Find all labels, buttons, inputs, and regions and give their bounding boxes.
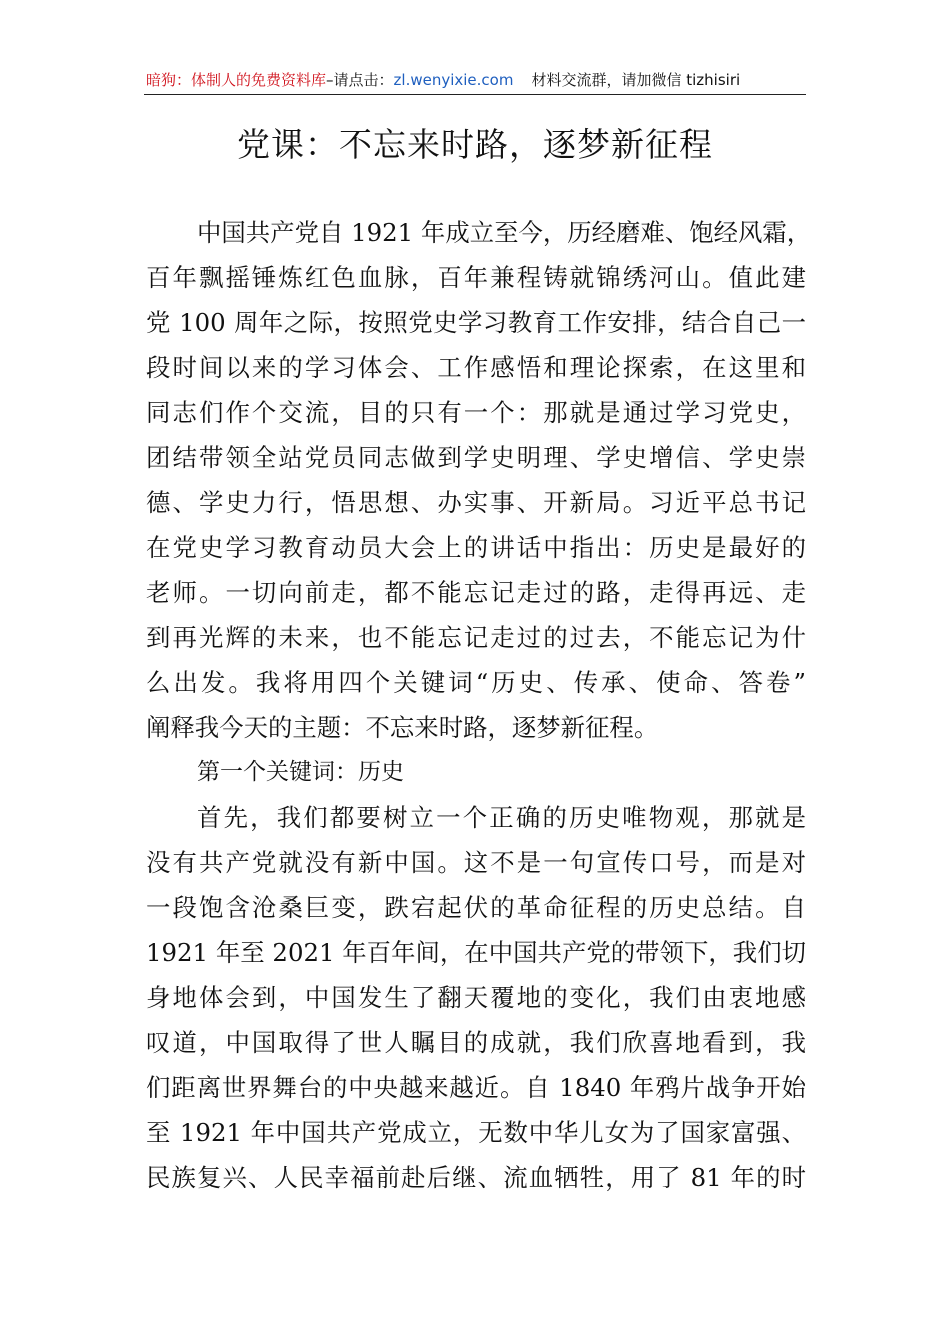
paragraph-line: 阐释我今天的主题：不忘来时路，逐梦新征程。 xyxy=(146,713,659,742)
paragraph-line: 中国共产党自 1921 年成立至今，历经磨难、饱经风霜， xyxy=(197,218,812,247)
header-contact-note: 材料交流群，请加微信 tizhisiri xyxy=(531,71,741,89)
paragraph-line: 叹道，中国取得了世人瞩目的成就，我们欣喜地看到，我 xyxy=(146,1028,806,1057)
paragraph-line: 党 100 周年之际，按照党史学习教育工作安排，结合自己一 xyxy=(146,308,806,337)
paragraph-line: 么出发。我将用四个关键词“历史、传承、使命、答卷” xyxy=(146,668,806,697)
page-header xyxy=(146,68,806,92)
document-body xyxy=(146,210,812,1200)
header-site-name: 暗狗：体制人的免费资料库 xyxy=(146,71,327,89)
header-url-link[interactable]: zl.wenyixie.com xyxy=(393,71,514,89)
paragraph-line: 1921 年至 2021 年百年间，在中国共产党的带领下，我们切 xyxy=(146,938,806,967)
paragraph-line: 没有共产党就没有新中国。这不是一句宣传口号，而是对 xyxy=(146,848,806,877)
paragraph-line: 团结带领全站党员同志做到学史明理、学史增信、学史崇 xyxy=(146,443,806,472)
section-heading: 第一个关键词：历史 xyxy=(197,759,404,785)
paragraph-line: 同志们作个交流，目的只有一个：那就是通过学习党史， xyxy=(146,398,806,427)
paragraph-line: 至 1921 年中国共产党成立，无数中华儿女为了国家富强、 xyxy=(146,1118,806,1147)
header-divider xyxy=(144,94,806,95)
paragraph-line: 身地体会到，中国发生了翻天覆地的变化，我们由衷地感 xyxy=(146,983,806,1012)
paragraph-line: 们距离世界舞台的中央越来越近。自 1840 年鸦片战争开始 xyxy=(146,1073,806,1102)
paragraph-line: 民族复兴、人民幸福前赴后继、流血牺牲，用了 81 年的时 xyxy=(146,1163,806,1192)
paragraph-line: 一段饱含沧桑巨变，跌宕起伏的革命征程的历史总结。自 xyxy=(146,893,806,922)
paragraph-line: 首先，我们都要树立一个正确的历史唯物观，那就是 xyxy=(197,803,806,832)
paragraph-line: 老师。一切向前走，都不能忘记走过的路，走得再远、走 xyxy=(146,578,806,607)
paragraph-line: 德、学史力行，悟思想、办实事、开新局。习近平总书记 xyxy=(146,488,806,517)
paragraph-line: 百年飘摇锤炼红色血脉，百年兼程铸就锦绣河山。值此建 xyxy=(146,263,806,292)
header-click-prompt: –请点击： xyxy=(326,71,394,89)
document-title: 党课：不忘来时路，逐梦新征程 xyxy=(237,125,713,164)
paragraph-line: 段时间以来的学习体会、工作感悟和理论探索，在这里和 xyxy=(146,353,806,382)
paragraph-line: 到再光辉的未来，也不能忘记走过的过去，不能忘记为什 xyxy=(146,623,806,652)
paragraph-line: 在党史学习教育动员大会上的讲话中指出：历史是最好的 xyxy=(146,533,806,562)
